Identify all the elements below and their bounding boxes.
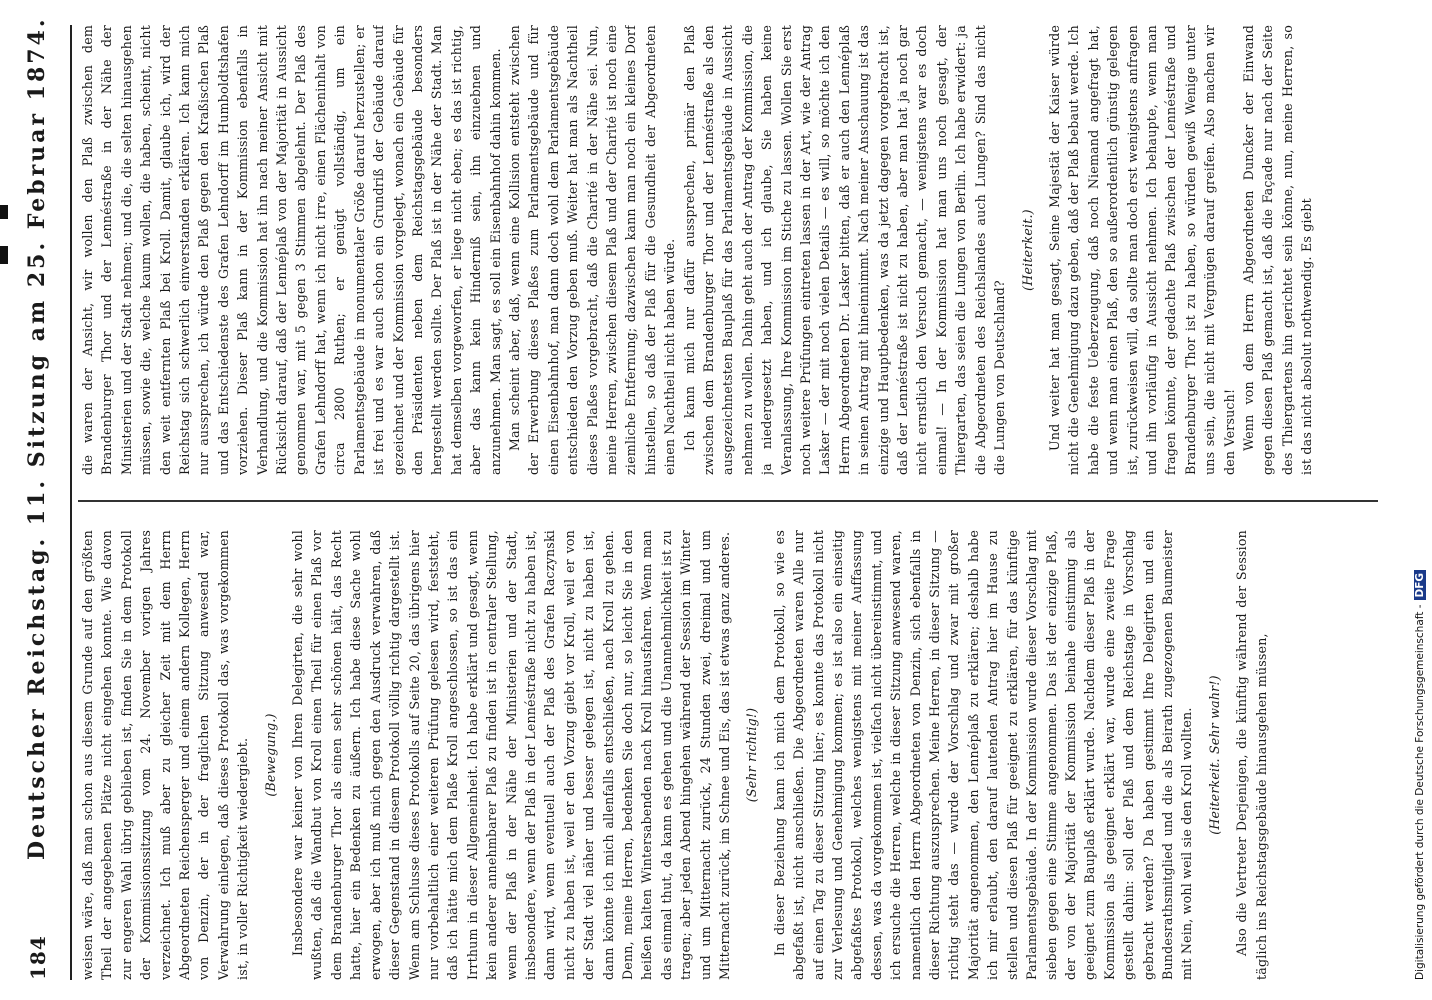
- paragraph: Und weiter hat man gesagt, Seine Majestät der Kaiser würde nicht die Genehmigung dazu geben, daß der Plaß bebaut werde. Ich habe die feste Ueberzeugung, daß noch Niemand angefragt hat, und wenn man einen Plaß, den so außerordentlich günstig gelegen ist, zurückweisen will, da sollte man doch erst wenigstens anfragen und ihn vorläufig in Aussicht nehmen. Ich behaupte, wenn man fragen könnte, der gedachte Plaß zwischen der Lennéstraße und Brandenburger Thor ist zu haben, so würden gewiß Wenige unter uns sein, die nicht mit Vergnügen darauf greifen. Also machen wir den Versuch!: [1046, 25, 1237, 475]
- paragraph: Also die Vertreter Derjenigen, die künftig während der Session täglich ins Reichstagsgebäude hinausgehen müssen,: [1234, 530, 1269, 980]
- page-header: [14, 16, 72, 980]
- page-title: Deutscher Reichstag. 11. Sitzung am 25. Februar 1874.: [24, 16, 50, 860]
- digitization-credit: [1414, 570, 1426, 980]
- page-number: 184: [26, 935, 50, 980]
- paragraph: In dieser Beziehung kann ich mich dem Protokoll, so wie es abgefaßt ist, nicht anschließen. Die Abgeordneten waren Alle nur auf einen Tag zu dieser Sitzung hier; es konnte das Protokoll nicht zur Verlesung und Genehmigung kommen; es ist also ein einseitig abgefaßtes Protokoll, welches wenigstens mit meiner Auffassung dessen, was da vorgekommen ist, vielfach nicht übereinstimmt, und ich ersuche die Herren, welche in dieser Sitzung anwesend waren, namentlich den Herrn Abgeordneten von Denzin, sich ebenfalls in dieser Richtung auszusprechen. Meine Herren, in dieser Sitzung — richtig steht das — wurde der Vorschlag und zwar mit großer Majorität angenommen, den Lennéplaß zu erklären; deshalb habe ich mir erlaubt, den darauf lautenden Antrag hier im Hause zu stellen und diesen Plaß für geeignet zu erklären, für das künftige Parlamentsgebäude. In der Kommission wurde dieser Vorschlag mit sieben gegen eine Stimme angenommen. Das ist der einzige Plaß, der von der Majorität der Kommission beinahe einstimmig als geeignet zum Bauplaß erklärt wurde. Nachdem dieser Plaß in der Kommission als geeignet erklärt war, wurde eine zweite Frage gestellt dahin: soll der Plaß und dem Reichstage in Vorschlag gebracht werden? Da haben gestimmt Ihre Delegirten und ein Bundesrathsmitglied und die als Beirath zugezogenen Baumeister mit Nein, wohl weil sie den Kroll wollten.: [771, 530, 1195, 980]
- column-divider: [78, 501, 1378, 503]
- header-rule: [70, 25, 72, 980]
- right-column: [78, 25, 1378, 475]
- paragraph: Wenn von dem Herrn Abgeordneten Duncker der Einwand gegen diesen Plaß gemacht ist, daß die Façade nur nach der Seite des Thiergartens hin gerichtet sein könne, nun, meine Herren, so ist das nicht absolut nothwendig. Es giebt: [1240, 25, 1315, 475]
- speech-reaction: (Sehr richtig!): [744, 707, 760, 803]
- speech-reaction: (Bewegung.): [262, 713, 278, 797]
- speech-reaction: (Heiterkeit. Sehr wahr!): [1206, 675, 1222, 835]
- speech-reaction: (Heiterkeit.): [1019, 209, 1035, 291]
- paragraph: Ich kann mich nur dafür aussprechen, primär den Plaß zwischen dem Brandenburger Thor und der Lennéstraße als den ausgezeichnetsten Bauplaß für das Parlamentsgebäude in Aussicht nehmen zu wollen. Dahin geht auch der Antrag der Kommission, die ja niedergesetzt haben, und ich glaube, Sie haben keine Veranlassung, Ihre Kommission im Stiche zu lassen. Wollen Sie erst noch weitere Prüfungen eintreten lassen in der Art, wie der Antrag Lasker — der mit noch vielen Details — es will, so möchte ich den Herrn Abgeordneten Dr. Lasker bitten, daß er auch den Lennéplaß in seinen Antrag mit hineinnimmt. Nach meiner Anschauung ist das einzige und Hauptbedenken, was da jetzt dagegen vorgebracht ist, daß der Lennéstraße ist nicht zu haben, aber man hat ja noch gar nicht ernstlich den Versuch gemacht, — wenigstens war es doch einmal! — In der Kommission hat man uns noch gesagt, der Thiergarten, das seien die Lungen von Berlin. Ich habe erwidert: ja die Abgeordneten des Reichslandes auch Lungen? Sind das nicht die Lungen von Deutschland?: [681, 25, 1008, 475]
- dfg-logo: DFG: [1414, 570, 1426, 601]
- paragraph: Insbesondere war keiner von Ihren Delegirten, die sehr wohl wußten, daß die Wandbut von Kroll einen Theil für einen Plaß vor dem Brandenburger Thor als einen sehr schönen hält, das Recht hatte, hier ein Bedenken zu äußern. Ich habe diese Sache wohl erwogen, aber ich muß mich gegen den Ausdruck verwahren, daß dieser Gegenstand in diesem Protokoll völlig richtig dargestellt ist. Wenn am Schlusse dieses Protokolls auf Seite 20, das übrigens hier nur vorbehaltlich einer weiteren Prüfung gelesen wird, feststeht, daß ich hätte mich dem Plaße Kroll angeschlossen, so ist das ein Irrthum in dieser Allgemeinheit. Ich habe erklärt und gesagt, wenn kein anderer annehmbarer Plaß zu finden ist in centraler Stellung, wenn der Plaß in der Nähe der Ministerien und der Stadt, insbesondere, wenn der Plaß in der Lennéstraße nicht zu haben ist, dann wird, wenn eventuell auch der Plaß des Grafen Raczynski nicht zu haben ist, weil er den Vorzug giebt vor Kroll, weil er von der Stadt viel näher und besser gelegen ist, nicht zu haben ist, dann könnte ich mich allenfalls entschließen, nach Kroll zu gehen. Denn, meine Herren, bedenken Sie doch nur, so leicht Sie in den heißen kalten Wintersabenden nach Kroll hinausfahren. Wenn man das einmal thut, da kann es gehen und die Unannehmlichkeit ist zu tragen; aber jeden Abend hingehen während der Session im Winter und um Mitternacht zurück, 24 Stunden zwei, dreimal und um Mitternacht zurück, im Schnee und Eis, das ist etwas ganz anderes.: [290, 530, 732, 980]
- paragraph: die waren der Ansicht, wir wollen den Plaß zwischen dem Brandenburger Thor und der Lennéstraße in der Nähe der Ministerien und der Stadt nehmen; und die, die selten hinausgehen müssen, sowie die, welche kaum wollen, die haben, scheint, nicht den weit entfernten Plaß bei Kroll. Damit, glaube ich, wird der Reichstag sich schwerlich einverstanden erklären. Ich kann mich nur aussprechen, ich würde den Plaß gegen den Kraßischen Plaß und das Entschiedenste des Grafen Lehndorff im Humboldtshafen vorziehen. Dieser Plaß kann in der Kommission ebenfalls in Verhandlung, und die Kommission hat ihn nach meiner Ansicht mit Rücksicht darauf, daß der Lennéplaß von der Majorität in Aussicht genommen war, mit 5 gegen 3 Stimmen abgelehnt. Der Plaß des Grafen Lehndorff hat, wenn ich nicht irre, einen Flächeninhalt von circa 2800 Ruthen; er genügt vollständig, um ein Parlamentsgebäude in monumentaler Größe darauf herzustellen; er ist frei und es war auch schon ein Grundriß der Gebäude darauf gezeichnet und der Kommission vorgelegt, wonach ein Gebäude für den Präsidenten neben dem Reichstagsgebäude besonders hergestellt werden sollte. Der Plaß ist in der Nähe der Stadt. Man hat demselben vorgeworfen, er liege nicht eben; es das ist richtig, aber das kann kein Hinderniß sein, ihn einzuebnen und anzunehmen. Man sagt, es soll ein Eisenbahnhof dahin kommen.: [80, 25, 503, 475]
- paragraph: weisen wäre, daß man schon aus diesem Grunde auf den größten Theil der angegebenen Plätze nicht eingehen konnte. Wie davon zur engeren Wahl übrig geblieben ist, finden Sie in dem Protokoll der Kommissionssitzung vom 24. November vorigen Jahres verzeichnet. Ich muß aber zu gleicher Zeit mit dem Herrn Abgeordneten Reichensperger und einem andern Kollegen, Herrn von Denzin, der in der fraglichen Sitzung anwesend war, Verwahrung einlegen, daß dieses Protokoll das, was vorgekommen ist, in voller Richtigkeit wiedergiebt.: [80, 530, 251, 980]
- credit-text: Digitalisierung gefördert durch die Deutsche Forschungsgemeinschaft -: [1414, 604, 1426, 980]
- paragraph: Man scheint aber, daß, wenn eine Kollision entsteht zwischen der Erwerbung dieses Plaßes zum Parlamentsgebäude und für einen Eisenbahnhof, man dann doch wohl dem Parlamentsgebäude entschieden den Vorzug geben muß. Weiter hat man als Nachtheil dieses Plaßes vorgebracht, daß die Charité in der Nähe sei. Nun, meine Herren, zwischen diesem Plaß und der Charité ist noch eine ziemliche Entfernung; dazwischen kann man noch ein kleines Dorf hinstellen, so daß der Plaß für die Gesundheit der Abgeordneten einen Nachtheil nicht haben würde.: [506, 25, 678, 475]
- left-column: [78, 530, 1378, 980]
